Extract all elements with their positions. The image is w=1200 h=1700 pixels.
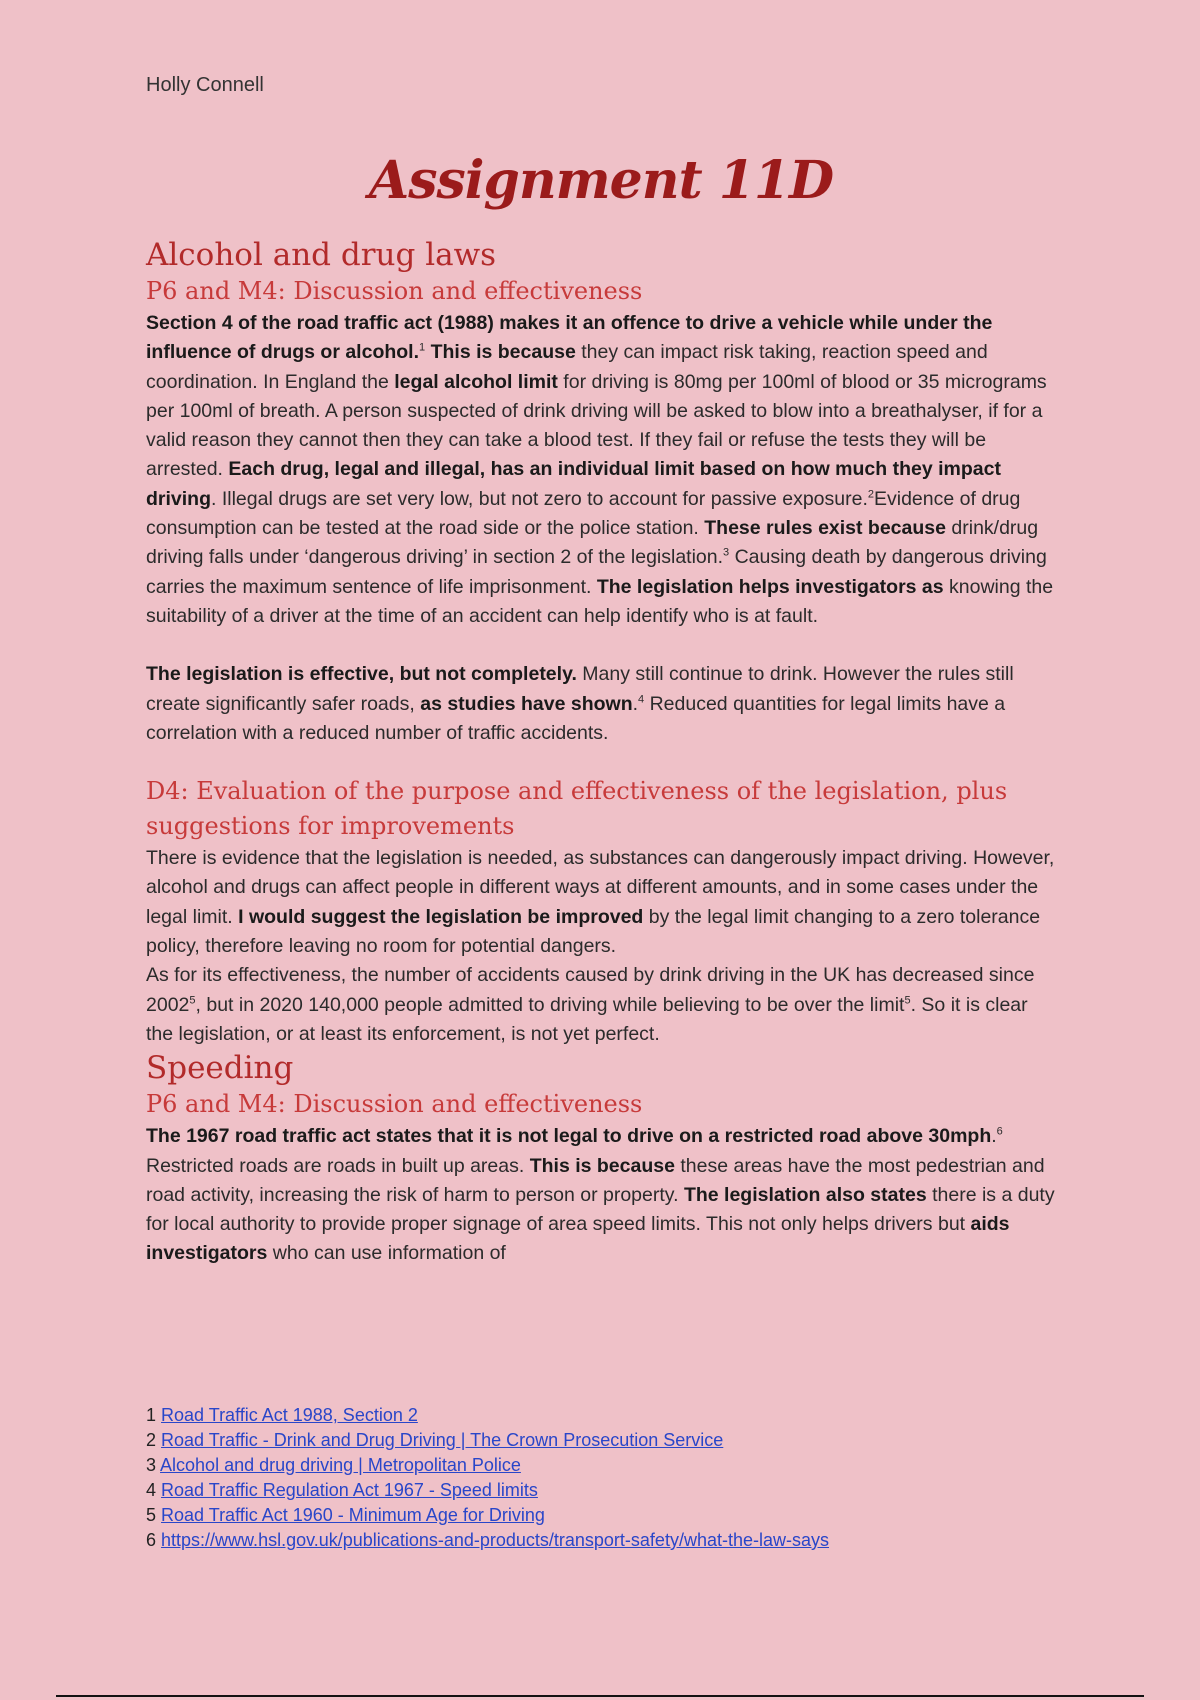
subheading-discussion-alcohol: P6 and M4: Discussion and effectiveness bbox=[146, 277, 643, 305]
paragraph-evaluation-effectiveness: As for its effectiveness, the number of accidents caused by drink driving in the UK has decreased since 2002$^5$, but in 2020 140,000 people admitted to driving while believing to be over the limit$^5$. So it is clear the legislation, or at least its enforcement, is not yet perfect. bbox=[146, 964, 1035, 1045]
footnote-2: 2 Road Traffic - Drink and Drug Driving | The Crown Prosecution Service bbox=[146, 1430, 724, 1450]
section-heading-speeding: Speeding bbox=[146, 1050, 294, 1087]
subheading-evaluation: D4: Evaluation of the purpose and effectiveness of the legislation, plus suggestions for improvements bbox=[146, 777, 1008, 841]
footnote-3: 3 Alcohol and drug driving | Metropolitan Police bbox=[146, 1455, 521, 1475]
footnote-6: 6 https://www.hsl.gov.uk/publications-and-products/transport-safety/what-the-law-says bbox=[146, 1530, 829, 1550]
footnote-link-4[interactable]: Road Traffic Regulation Act 1967 - Speed limits bbox=[161, 1480, 538, 1500]
footnote-link-5[interactable]: Road Traffic Act 1960 - Minimum Age for Driving bbox=[161, 1505, 545, 1525]
page-bottom-divider bbox=[56, 1695, 1144, 1697]
paragraph-evaluation: There is evidence that the legislation is needed, as substances can dangerously impact driving. However, alcohol and drugs can affect people in different ways at different amounts, and in some cases under the legal limit. I would suggest the legislation be improved by the legal limit changing to a zero tolerance policy, therefore leaving no room for potential dangers. bbox=[146, 847, 1055, 958]
footnote-link-6[interactable]: https://www.hsl.gov.uk/publications-and-products/transport-safety/what-the-law-says bbox=[161, 1530, 829, 1550]
footnote-1: 1 Road Traffic Act 1988, Section 2 bbox=[146, 1405, 418, 1425]
paragraph-alcohol-discussion: Section 4 of the road traffic act (1988) makes it an offence to drive a vehicle while under the influence of drugs or alcohol.$^1$ This is because they can impact risk taking, reaction speed and coordination. In England the legal alcohol limit for driving is 80mg per 100ml of blood or 35 micrograms per 100ml of breath. A person suspected of drink driving will be asked to blow into a breathalyser, if for a valid reason they cannot then they can take a blood test. If they fail or refuse the tests they will be arrested. Each drug, legal and illegal, has an individual limit based on how much they impact driving. Illegal drugs are set very low, but not zero to account for passive exposure.$^2$Evidence of drug consumption can be tested at the road side or the police station. These rules exist because drink/drug driving falls under ‘dangerous driving’ in section 2 of the legislation.$^3$ Causing death by dangerous driving carries the maximum sentence of life imprisonment. The legislation helps investigators as knowing the suitability of a driver at the time of an accident can help identify who is at fault. bbox=[146, 312, 1054, 627]
footnote-5: 5 Road Traffic Act 1960 - Minimum Age for Driving bbox=[146, 1505, 545, 1525]
section-heading-alcohol: Alcohol and drug laws bbox=[146, 237, 497, 273]
paragraph-speeding-discussion: The 1967 road traffic act states that it is not legal to drive on a restricted road above 30mph.$^6$ Restricted roads are roads in built up areas. This is because these areas have the most pedestrian and road activity, increasing the risk of harm to person or property. The legislation also states there is a duty for local authority to provide proper signage of area speed limits. This not only helps drivers but aids investigators who can use information of bbox=[146, 1125, 1055, 1265]
footnote-link-2[interactable]: Road Traffic - Drink and Drug Driving | The Crown Prosecution Service bbox=[161, 1430, 724, 1450]
author-name: Holly Connell bbox=[146, 74, 264, 96]
footnote-link-3[interactable]: Alcohol and drug driving | Metropolitan Police bbox=[160, 1455, 521, 1475]
document-body bbox=[146, 236, 1056, 1269]
document-title: Assignment 11D bbox=[368, 150, 834, 211]
footnote-4: 4 Road Traffic Regulation Act 1967 - Speed limits bbox=[146, 1480, 538, 1500]
footnotes-list bbox=[146, 1403, 1056, 1553]
footnote-link-1[interactable]: Road Traffic Act 1988, Section 2 bbox=[161, 1405, 418, 1425]
paragraph-alcohol-effectiveness: The legislation is effective, but not completely. Many still continue to drink. However the rules still create significantly safer roads, as studies have shown.$^4$ Reduced quantities for legal limits have a correlation with a reduced number of traffic accidents. bbox=[146, 663, 1014, 744]
subheading-discussion-speeding: P6 and M4: Discussion and effectiveness bbox=[146, 1090, 643, 1119]
